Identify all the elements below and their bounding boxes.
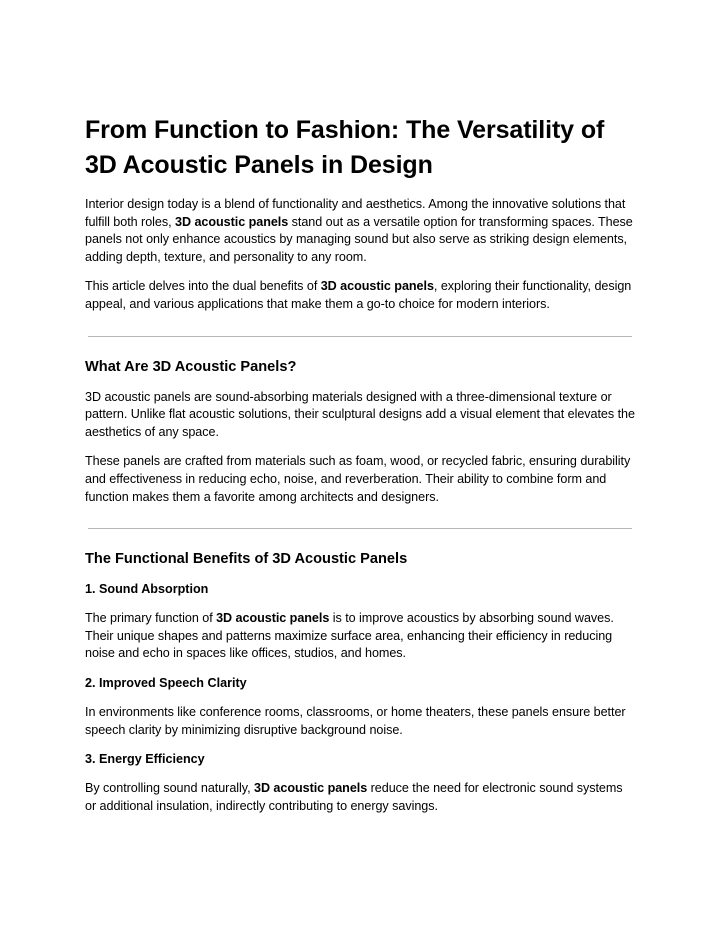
- document-content: [85, 113, 637, 827]
- benefit-3-text-a: By controlling sound naturally,: [85, 781, 254, 796]
- intro-p2-text-a: This article delves into the dual benefits of: [85, 279, 321, 294]
- benefit-1-text-b: is to improve acoustics by absorbing sound waves. Their unique shapes and patterns maximize surface area, enhancing their efficiency in reducing noise and echo in spaces like offices, studios, and homes.: [85, 611, 614, 661]
- intro-p1-text-b: stand out as a versatile option for transforming spaces. These panels not only enhance acoustics by managing sound but also serve as striking design elements, adding depth, texture, and personality to any room.: [85, 214, 633, 264]
- benefit-3-title: 3. Energy Efficiency: [85, 752, 205, 767]
- benefit-2-text: In environments like conference rooms, classrooms, or home theaters, these panels ensure better speech clarity by minimizing disruptive background noise.: [85, 704, 626, 737]
- section-divider-2: [88, 528, 632, 529]
- section2-heading: The Functional Benefits of 3D Acoustic Panels: [85, 551, 408, 568]
- intro-p1-bold: 3D acoustic panels: [175, 214, 289, 229]
- intro-p2-text-b: , exploring their functionality, design appeal, and various applications that make them a go-to choice for modern interiors.: [85, 279, 632, 311]
- benefit-1-title: 1. Sound Absorption: [85, 582, 209, 597]
- section1-paragraph-1: 3D acoustic panels are sound-absorbing materials designed with a three-dimensional texture or pattern. Unlike flat acoustic solutions, their sculptural designs add a visual element that elevates the aesthetics of any space.: [85, 389, 635, 439]
- benefit-2-title: 2. Improved Speech Clarity: [85, 675, 247, 690]
- intro-paragraph-2: [85, 278, 637, 313]
- intro-paragraph-1: [85, 196, 637, 266]
- section1-paragraph-2: These panels are crafted from materials such as foam, wood, or recycled fabric, ensuring durability and effectiveness in reducing echo, noise, and reverberation. Their ability to combine form and function makes them a favorite among architects and designers.: [85, 454, 631, 504]
- page-title: From Function to Fashion: The Versatility of 3D Acoustic Panels in Design: [85, 116, 605, 179]
- benefit-3-text-b: reduce the need for electronic sound systems or additional insulation, indirectly contributing to energy savings.: [85, 781, 623, 813]
- benefit-1-text: [85, 610, 637, 663]
- section1-heading: What Are 3D Acoustic Panels?: [85, 358, 297, 375]
- benefit-1-bold: 3D acoustic panels: [216, 611, 330, 626]
- section-divider-1: [88, 336, 632, 337]
- benefit-1-text-a: The primary function of: [85, 611, 217, 626]
- benefit-3-text: [85, 780, 637, 815]
- intro-p2-bold: 3D acoustic panels: [320, 279, 434, 294]
- benefit-3-bold: 3D acoustic panels: [253, 781, 368, 796]
- intro-p1-text-a: Interior design today is a blend of functionality and aesthetics. Among the innovative solutions that fulfill both roles,: [85, 197, 626, 229]
